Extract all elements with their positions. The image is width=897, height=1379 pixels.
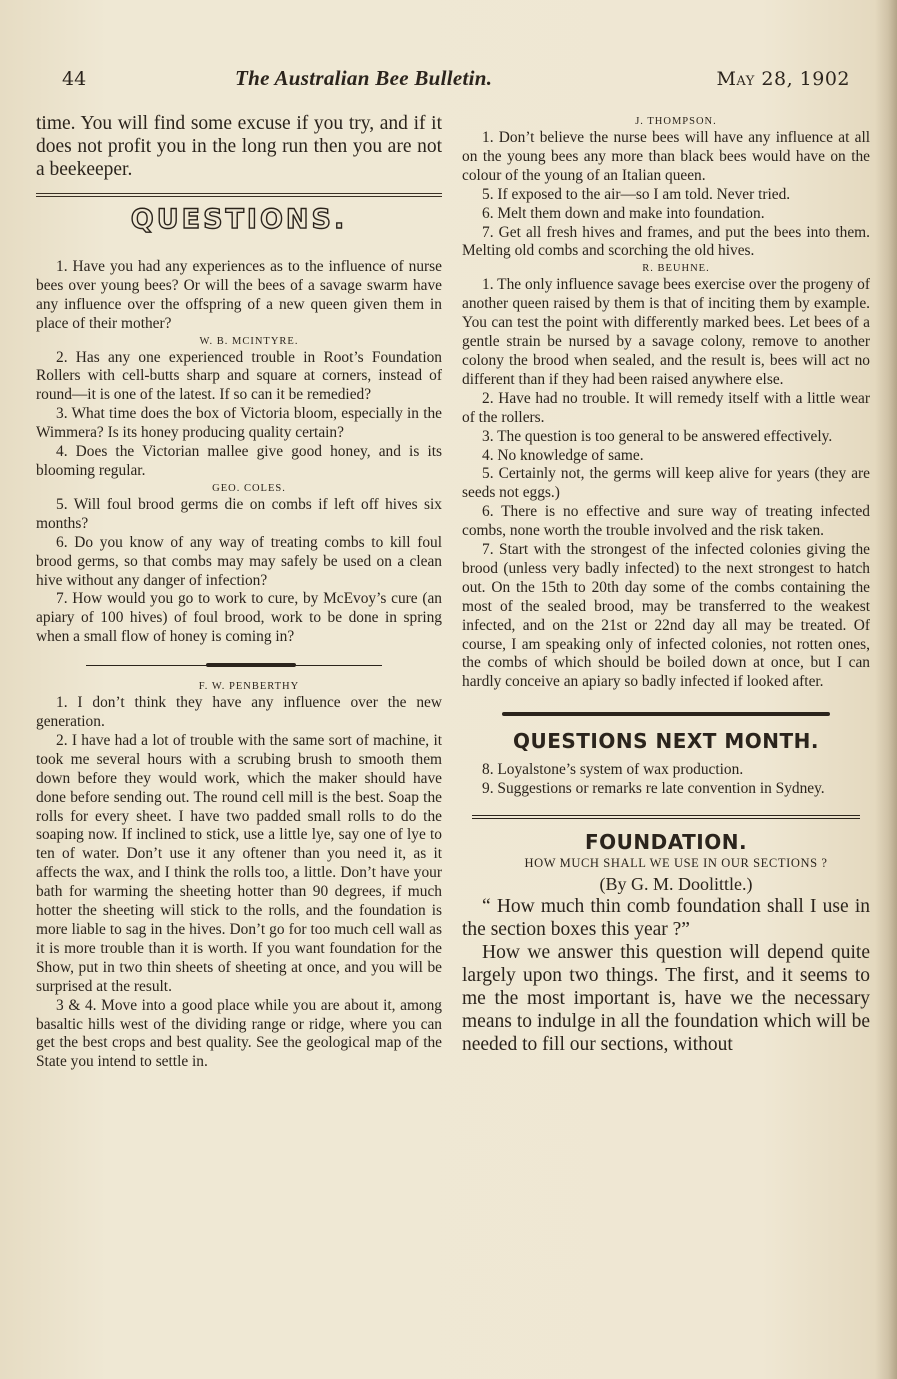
thompson-answer-5: 5. If exposed to the air—so I am told. Never tried. <box>482 185 791 203</box>
page-edge-shadow <box>875 0 897 1379</box>
next-question-9: 9. Suggestions or remarks re late convention in Sydney. <box>482 780 825 798</box>
question-2: 2. Has any one experienced trouble in Root’s Foundation Rollers with cell-butts sharp and square at corners, instead of round—it is one of the latest. If so can it be remedied? <box>36 348 442 404</box>
penberthy-answer-3-4: 3 & 4. Move into a good place while you are about it, among basaltic hills west of the dividing range or ridge, where you can get the best crops and best quality. See the geological map of the State you intend to settle in. <box>36 996 442 1071</box>
divider-thin <box>472 815 860 819</box>
foundation-author: (By G. M. Doolittle.) <box>599 873 753 894</box>
questions-next-month-heading: QUESTIONS NEXT MONTH. <box>512 729 820 754</box>
foundation-heading: FOUNDATION. <box>584 830 748 854</box>
intro-paragraph: time. You will find some excuse if you try, and if it does not profit you in the long run then you are not a beekeeper. <box>36 113 442 180</box>
left-column <box>36 112 442 1072</box>
journal-title: The Australian Bee Bulletin. <box>235 66 493 90</box>
beuhne-answer-4: 4. No knowledge of same. <box>482 446 644 464</box>
question-5: 5. Will foul brood germs die on combs if left off hives six months? <box>36 495 442 532</box>
question-7: 7. How would you go to work to cure, by McEvoy’s cure (an apiary of 100 hives) of foul brood, work to be done in spring when a small flow of honey is coming in? <box>36 590 442 646</box>
beuhne-answer-1: 1. The only influence savage bees exercise over the progeny of another queen raised by them is that of inciting them by example. You can test the point with differently marked bees. Let bees of a gentle strain be nursed by a savage colony, remove to another colony the brood when sealed, and the result is, bees will act no different than if they had been raised anywhere else. <box>462 276 870 388</box>
divider-double <box>36 193 442 197</box>
foundation-paragraph: How we answer this question will depend quite largely upon two things. The first, and it seems to me the most important is, have we the necessary means to indulge in all the foundation which will be needed to fill our sections, without <box>462 941 870 1055</box>
beuhne-answer-2: 2. Have had no trouble. It will remedy itself with a little wear of the rollers. <box>462 389 870 426</box>
byline-coles: GEO. COLES. <box>212 482 286 494</box>
flourish-divider <box>36 661 442 671</box>
thompson-answer-7: 7. Get all fresh hives and frames, and put the bees into them. Melting old combs and scorching the old hives. <box>462 223 870 260</box>
byline-mcintyre: W. B. MCINTYRE. <box>199 335 299 347</box>
questions-heading: QUESTIONS. <box>130 204 348 235</box>
flourish-ornament <box>206 663 296 667</box>
penberthy-answer-1: 1. I don’t think they have any influence over the new generation. <box>36 694 442 731</box>
byline-penberthy: F. W. PENBERTHY <box>198 681 300 693</box>
divider-thick <box>502 712 830 716</box>
byline-thompson: J. THOMPSON. <box>635 116 717 127</box>
thompson-answer-1: 1. Don’t believe the nurse bees will have any influence at all on the young bees any more than black bees would have on the colour of the young of an Italian queen. <box>462 129 870 184</box>
byline-beuhne: R. BEUHNE. <box>642 263 710 275</box>
question-6: 6. Do you know of any way of treating combs to kill foul brood germs, so that combs may may safely be used on a clean hive without any danger of infection? <box>36 533 442 589</box>
question-1: 1. Have you had any experiences as to the influence of nurse bees over young bees? Or will the bees of a savage swarm have any influence over the offspring of a new queen given them in place of their mother? <box>36 257 442 332</box>
penberthy-answer-2: 2. I have had a lot of trouble with the same sort of machine, it took me several hours with a scrubing brush to smooth them down before they would work, which the maker should have done before sending out. The round cell mill is the best. Soap the rolls for every sheet. I have two padded small rolls to do the soaping now. If inclined to stick, use a little lye, say one of lye to ten of water. Don’t use it any oftener than you need it, as it affects the wax, and I think the rolls too, a little. Don’t have your bath for warming the sheeting hotter than 90 degrees, if much hotter the sheeting will stick to the rolls, and the foundation is more liable to sag in the hives. Don’t go for too much cell wall as it is more trouble than it is worth. If you want foundation for the Show, put in two thin sheets of sheeting at once, and you will be surprised at the result. <box>36 731 442 995</box>
page-number: 44 <box>62 68 87 90</box>
thompson-answer-6: 6. Melt them down and make into foundation. <box>482 204 765 222</box>
foundation-subheading: HOW MUCH SHALL WE USE IN OUR SECTIONS ? <box>524 855 828 870</box>
beuhne-answer-5: 5. Certainly not, the germs will keep alive for years (they are seeds not eggs.) <box>462 465 870 502</box>
beuhne-answer-7: 7. Start with the strongest of the infected colonies giving the brood (unless very badly infected) to the next strongest to hatch out. On the 15th to 20th day some of the combs containing the most of the sealed brood, may be transferred to the weakest infected, and on the 21st or 22nd day all may be treated. Of course, I am speaking only of infected colonies, not rotten ones, the combs of which should be boiled down at once, but I can hardly conceive an apiary so badly infected if looked after. <box>462 541 870 691</box>
foundation-quote: “ How much thin comb foundation shall I use in the section boxes this year ?” <box>462 895 870 940</box>
page-header <box>40 66 850 96</box>
right-column <box>462 114 870 1056</box>
beuhne-answer-3: 3. The question is too general to be answered effectively. <box>482 427 833 445</box>
next-question-8: 8. Loyalstone’s system of wax production. <box>482 761 744 779</box>
question-4: 4. Does the Victorian mallee give good honey, and is its blooming regular. <box>36 443 442 479</box>
beuhne-answer-6: 6. There is no effective and sure way of treating infected combs, none worth the trouble involved and the risk taken. <box>462 503 870 540</box>
question-3: 3. What time does the box of Victoria bloom, especially in the Wimmera? Is its honey producing quality certain? <box>36 405 442 442</box>
issue-date: May 28, 1902 <box>716 68 850 90</box>
